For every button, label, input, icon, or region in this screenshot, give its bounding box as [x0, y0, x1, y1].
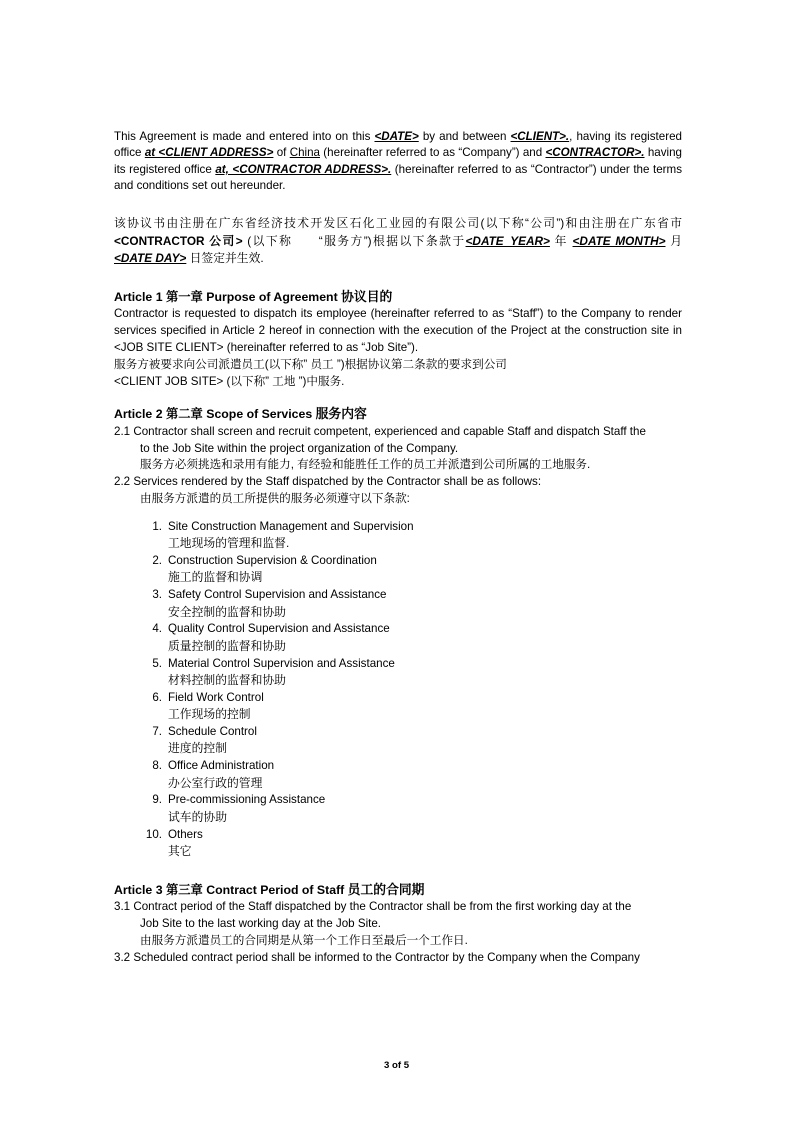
intro-cn-seg3: 年 [549, 233, 573, 248]
heading-article-3 [114, 881, 682, 899]
intro-cn-seg2: (以下称 “服务方”)根据以下条款于 [242, 233, 466, 248]
list-item-number: 2. [152, 553, 162, 567]
list-item-label-en: Safety Control Supervision and Assistance [168, 588, 387, 602]
paragraph-intro-en [114, 129, 682, 195]
article-1-para-1: Contractor is requested to dispatch its employee (hereinafter referred to as “Staff”) to the Company to render services specified in Article 2 hereof in connection with the execution of the Project at the construction site in <JOB SITE CLIENT> (hereinafter referred to as “Job Site”). [114, 307, 682, 354]
list-item-number: 9. [152, 793, 162, 807]
field-contractor-address: at, <CONTRACTOR ADDRESS>. [215, 162, 392, 176]
list-item-label-en: Material Control Supervision and Assistance [168, 656, 395, 670]
article-3-para-2: Job Site to the last working day at the Job Site. [140, 917, 382, 931]
list-item-number: 5. [152, 656, 162, 670]
heading-article-1-cn: 协议目的 [341, 288, 393, 304]
list-item-label-zh: 工地现场的管理和监督. [168, 536, 290, 551]
article-2-para-1: 2.1 Contractor shall screen and recruit competent, experienced and capable Staff and dispatch Staff the [114, 424, 646, 438]
heading-article-1-en: Article 1 第一章 Purpose of Agreement [114, 289, 342, 304]
list-item-label-zh: 工作现场的控制 [168, 707, 251, 722]
list-item [140, 621, 682, 654]
list-item-label-en: Schedule Control [168, 724, 257, 738]
list-item [140, 519, 682, 552]
field-date-year: <DATE_YEAR> [465, 233, 550, 248]
heading-article-3-cn: 员工的合同期 [347, 881, 425, 897]
list-item-label-en: Others [168, 827, 203, 841]
document-body [114, 129, 694, 966]
article-2-para-2: to the Job Site within the project organization of the Company. [140, 441, 459, 455]
list-item-label-zh: 安全控制的监督和协助 [168, 604, 286, 619]
field-date-month: <DATE MONTH> [572, 233, 666, 248]
article-3-para-4: 3.2 Scheduled contract period shall be informed to the Contractor by the Company when the Company [114, 950, 640, 964]
intro-seg4: of [273, 146, 290, 160]
list-item-label-zh: 其它 [168, 844, 192, 859]
field-contractor-cn: <CONTRACTOR 公司> [114, 233, 243, 248]
list-item-label-en: Quality Control Supervision and Assistance [168, 622, 390, 636]
list-item-label-zh: 办公室行政的管理 [168, 775, 263, 790]
intro-cn-seg4: 月 [665, 233, 682, 248]
services-list [114, 519, 682, 860]
list-item [140, 758, 682, 791]
list-item-label-en: Site Construction Management and Supervision [168, 519, 414, 533]
heading-article-2-cn: 服务内容 [315, 406, 367, 422]
article-2-para-5: 由服务方派遣的员工所提供的服务必须遵守以下条款: [140, 491, 410, 505]
list-item [140, 827, 682, 860]
list-item-label-en: Office Administration [168, 759, 275, 773]
list-item-number: 10. [145, 827, 162, 841]
field-client: <CLIENT>. [510, 130, 570, 143]
intro-seg3: , having its registered office [114, 130, 682, 160]
page-footer: 3 of 5 [383, 1060, 410, 1071]
intro-seg5: (hereinafter referred to as “Company”) and [320, 146, 546, 160]
field-date-day: <DATE DAY> [114, 251, 187, 266]
list-item [140, 724, 682, 757]
article-1-para-2: 服务方被要求向公司派遣员工(以下称” 员工 ”)根据协议第二条款的要求到公司 [114, 357, 507, 371]
list-item-label-zh: 进度的控制 [168, 741, 227, 756]
list-item [140, 553, 682, 586]
list-item-number: 1. [152, 519, 162, 533]
list-item [140, 690, 682, 723]
article-2-para-3: 服务方必须挑选和录用有能力, 有经验和能胜任工作的员工并派遣到公司所属的工地服务. [140, 458, 591, 472]
list-item [140, 792, 682, 825]
list-item-number: 7. [152, 724, 162, 738]
intro-seg6: having its registered office [114, 146, 682, 176]
list-item-number: 4. [152, 622, 162, 636]
heading-article-3-en: Article 3 第三章 Contract Period of Staff [114, 882, 348, 897]
list-item-number: 3. [152, 588, 162, 602]
field-contractor: <CONTRACTOR>. [545, 146, 645, 160]
list-item-number: 8. [152, 759, 162, 773]
intro-cn-seg5: 日签定并生效. [186, 251, 264, 266]
list-item-label-en: Pre-commissioning Assistance [168, 793, 326, 807]
intro-china: China [289, 146, 320, 160]
intro-seg2: by and between [418, 130, 511, 143]
heading-article-1 [114, 288, 682, 306]
list-item [140, 587, 682, 620]
heading-article-2-en: Article 2 第二章 Scope of Services [114, 407, 316, 422]
article-3-para-1: 3.1 Contract period of the Staff dispatched by the Contractor shall be from the first working day at the [114, 900, 632, 914]
intro-seg7: (hereinafter referred to as “Contractor”) under the terms and conditions set out hereunder. [114, 162, 682, 193]
intro-cn-seg1: 该协议书由注册在广东省经济技术开发区石化工业园的有限公司(以下称“公司”)和由注册在广东省市 [114, 215, 694, 230]
heading-article-2 [114, 405, 682, 423]
intro-seg1: This Agreement is made and entered into on this [114, 130, 375, 143]
list-item [140, 656, 682, 689]
list-item-label-zh: 质量控制的监督和协助 [168, 638, 286, 653]
list-item-number: 6. [152, 690, 162, 704]
list-item-label-en: Field Work Control [168, 690, 264, 704]
field-date: <DATE> [374, 130, 419, 143]
list-item-label-en: Construction Supervision & Coordination [168, 553, 377, 567]
list-item-label-zh: 施工的监督和协调 [168, 570, 263, 585]
article-2-para-4: 2.2 Services rendered by the Staff dispatched by the Contractor shall be as follows: [114, 475, 542, 489]
article-3-para-3: 由服务方派遣员工的合同期是从第一个工作日至最后一个工作日. [140, 933, 468, 947]
list-item-label-zh: 试车的协助 [168, 809, 227, 824]
list-item-label-zh: 材料控制的监督和协助 [168, 673, 286, 688]
article-1-para-3: <CLIENT JOB SITE> (以下称” 工地 ”)中服务. [114, 374, 345, 388]
paragraph-intro-cn [114, 215, 694, 268]
field-client-address: at <CLIENT ADDRESS> [144, 146, 274, 160]
